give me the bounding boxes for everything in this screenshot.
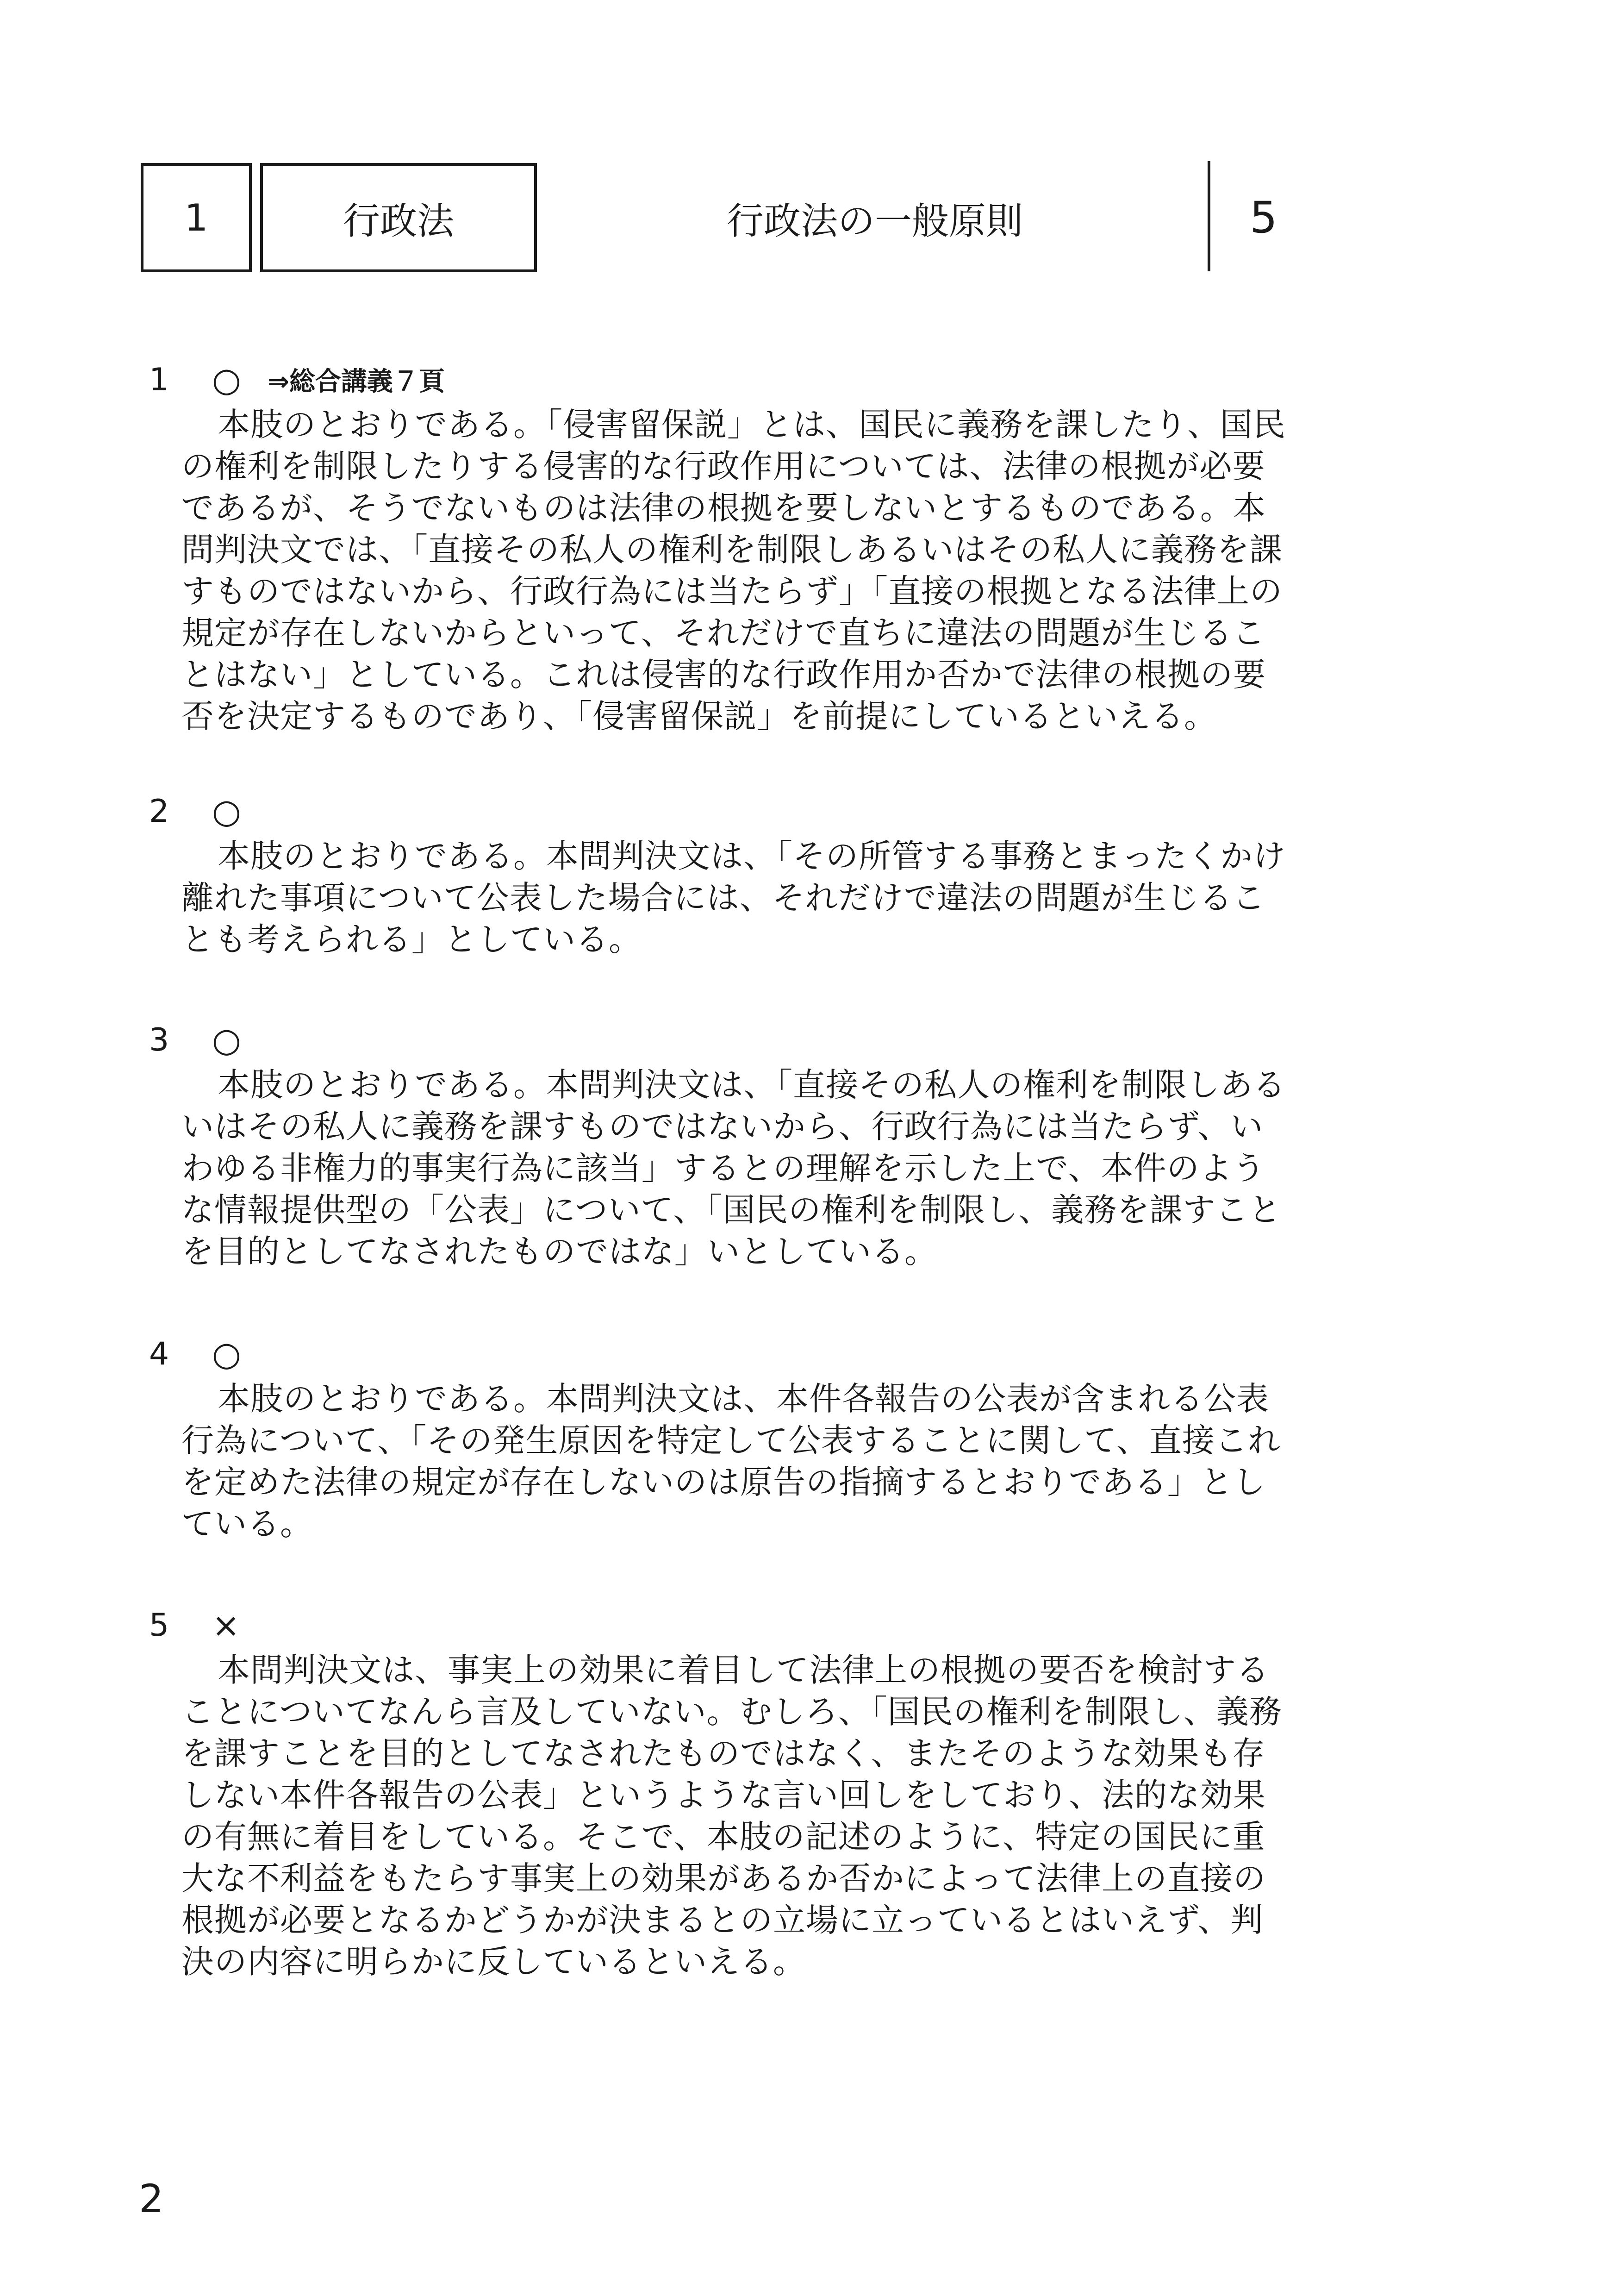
chapter-number: 1 — [184, 196, 208, 239]
explanation-paragraph — [181, 1064, 1348, 1272]
reference-note: ⇒総合講義７頁 — [268, 367, 445, 397]
correct-mark: ○ — [212, 360, 241, 399]
paragraph-line: とも考えられる」としている。 — [181, 920, 642, 958]
answer-number: 4 — [149, 1335, 169, 1372]
paragraph-line: を課すことを目的としてなされたものではなく、またそのような効果も存 — [181, 1734, 1265, 1772]
paragraph-line: ことについてなんら言及していない。むしろ、「国民の権利を制限し、義務 — [181, 1693, 1282, 1731]
paragraph-line: 否を決定するものであり、「侵害留保説」を前提にしているといえる。 — [181, 697, 1217, 735]
explanation-paragraph — [181, 1649, 1348, 1983]
paragraph-line: すものではないから、行政行為には当たらず」「直接の根拠となる法律上の — [181, 572, 1283, 610]
paragraph-line: 大な不利益をもたらす事実上の効果があるか否かによって法律上の直接の — [181, 1859, 1266, 1897]
paragraph-line: 本肢のとおりである。本問判決文は、本件各報告の公表が含まれる公表 — [218, 1380, 1269, 1418]
paragraph-line: 離れた事項について公表した場合には、それだけで違法の問題が生じるこ — [181, 879, 1265, 917]
paragraph-line: 規定が存在しないからといって、それだけで直ちに違法の問題が生じるこ — [181, 614, 1265, 652]
answer-item-header — [149, 793, 268, 830]
paragraph-line: 決の内容に明らかに反しているといえる。 — [181, 1943, 806, 1981]
paragraph-line: 本肢のとおりである。「侵害留保説」とは、国民に義務を課したり、国民 — [218, 406, 1286, 444]
paragraph-line: とはない」としている。これは侵害的な行政作用か否かで法律の根拠の要 — [181, 656, 1266, 694]
paragraph-line: 根拠が必要となるかどうかが決まるとの立場に立っているとはいえず、判 — [181, 1901, 1264, 1939]
paragraph-line: 本肢のとおりである。本問判決文は、「直接その私人の権利を制限しある — [218, 1066, 1286, 1104]
answer-item-header — [149, 361, 445, 398]
page-number: 2 — [139, 2176, 164, 2221]
question-number: 5 — [1250, 192, 1277, 243]
correct-mark: ○ — [212, 1020, 241, 1059]
answer-number: 5 — [149, 1607, 169, 1644]
paragraph-line: 行為について、「その発生原因を特定して公表することに関して、直接これ — [181, 1421, 1281, 1459]
paragraph-line: わゆる非権力的事実行為に該当」するとの理解を示した上で、本件のよう — [181, 1149, 1265, 1187]
paragraph-line: ている。 — [181, 1505, 313, 1543]
paragraph-line: な情報提供型の「公表」について、「国民の権利を制限し、義務を課すこと — [181, 1191, 1282, 1229]
paragraph-line: しない本件各報告の公表」というような言い回しをしており、法的な効果 — [181, 1776, 1266, 1814]
topic-title: 行政法の一般原則 — [727, 199, 1023, 243]
paragraph-line: の権利を制限したりする侵害的な行政作用については、法律の根拠が必要 — [181, 447, 1265, 485]
answer-number: 2 — [149, 793, 169, 830]
explanation-paragraph — [181, 1378, 1348, 1545]
incorrect-mark: × — [212, 1606, 240, 1645]
correct-mark: ○ — [212, 792, 241, 831]
paragraph-line: を定めた法律の規定が存在しないのは原告の指摘するとおりである」とし — [181, 1463, 1266, 1501]
paragraph-line: 問判決文では、「直接その私人の権利を制限しあるいはその私人に義務を課 — [181, 531, 1283, 569]
paragraph-line: を目的としてなされたものではな」いとしている。 — [181, 1232, 937, 1270]
answer-item-header — [149, 1607, 268, 1644]
answer-number: 3 — [149, 1021, 169, 1058]
answer-item-header — [149, 1021, 268, 1058]
paragraph-line: の有無に着目をしている。そこで、本肢の記述のように、特定の国民に重 — [181, 1818, 1265, 1856]
answer-number: 1 — [149, 361, 169, 398]
paragraph-line: いはその私人に義務を課すものではないから、行政行為には当たらず、い — [181, 1107, 1264, 1145]
paragraph-line: であるが、そうでないものは法律の根拠を要しないとするものである。本 — [181, 489, 1266, 527]
answer-item-header — [149, 1335, 268, 1372]
correct-mark: ○ — [212, 1334, 241, 1373]
paragraph-line: 本肢のとおりである。本問判決文は、「その所管する事務とまったくかけ — [218, 837, 1286, 875]
explanation-paragraph — [181, 404, 1348, 737]
subject-label: 行政法 — [343, 199, 454, 243]
paragraph-line: 本問判決文は、事実上の効果に着目して法律上の根拠の要否を検討する — [218, 1651, 1269, 1689]
explanation-paragraph — [181, 835, 1348, 960]
